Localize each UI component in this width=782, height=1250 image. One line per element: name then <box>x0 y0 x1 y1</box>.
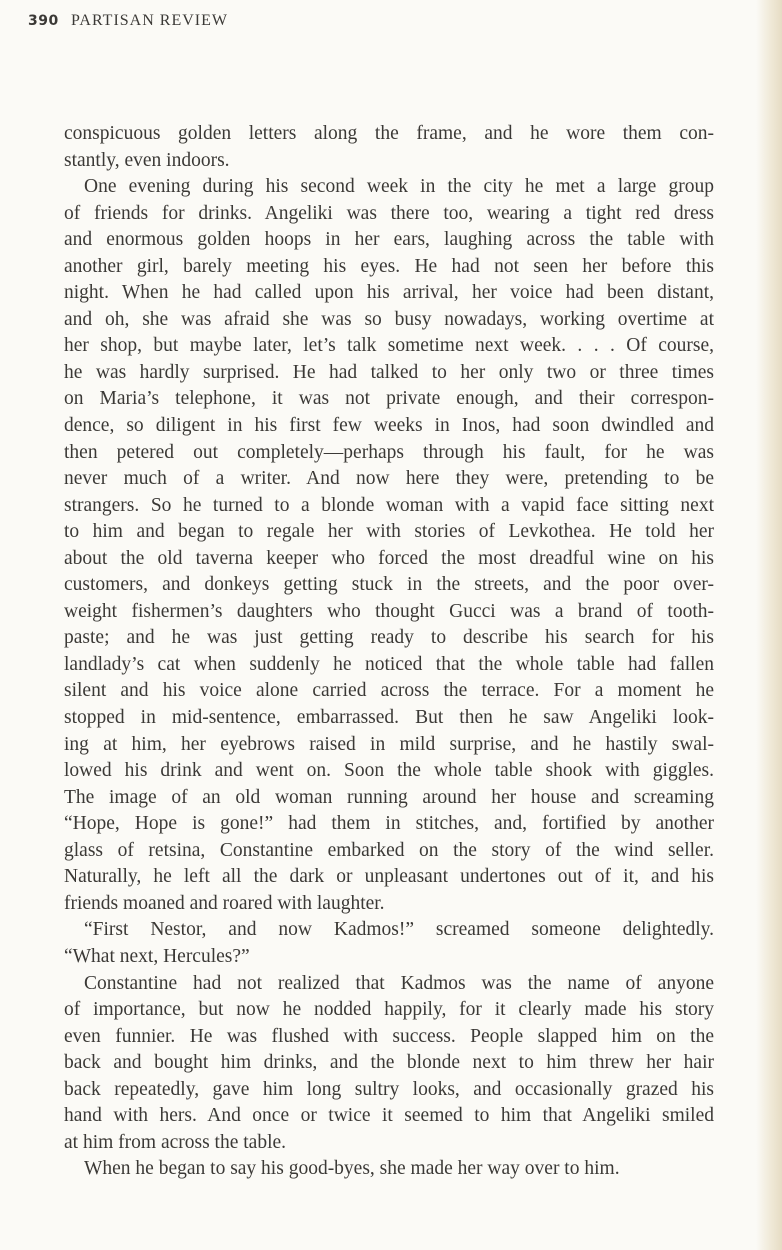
text-line: then petered out completely—perhaps through his fault, for he was <box>64 441 714 463</box>
text-line: One evening during his second week in the city he met a large group <box>84 176 714 198</box>
text-line: Constantine had not realized that Kadmos was the name of anyone <box>84 972 714 994</box>
text-line: When he began to say his good-byes, she made her way over to him. <box>84 1158 620 1180</box>
text-line: landlady’s cat when suddenly he noticed that the whole table had fallen <box>64 653 714 675</box>
text-line: at him from across the table. <box>64 1131 287 1153</box>
text-line: of friends for drinks. Angeliki was there too, wearing a tight red dress <box>64 202 714 224</box>
text-line: back and bought him drinks, and the blonde next to him threw her hair <box>64 1052 714 1074</box>
text-line: The image of an old woman running around her house and screaming <box>64 786 714 808</box>
text-line: stantly, even indoors. <box>64 149 230 171</box>
text-line: paste; and he was just getting ready to describe his search for his <box>64 627 714 649</box>
paragraph <box>64 971 714 1157</box>
paragraph <box>64 917 714 970</box>
text-line: and enormous golden hoops in her ears, laughing across the table with <box>64 229 714 251</box>
paragraph <box>64 1156 714 1183</box>
text-line: friends moaned and roared with laughter. <box>64 892 385 914</box>
text-line: and oh, she was afraid she was so busy nowadays, working overtime at <box>64 308 714 330</box>
text-line: her shop, but maybe later, let’s talk sometime next week. . . . Of course, <box>64 335 714 357</box>
text-line: back repeatedly, gave him long sultry looks, and occasionally grazed his <box>64 1078 714 1100</box>
text-line: strangers. So he turned to a blonde woman with a vapid face sitting next <box>64 494 714 516</box>
text-line: hand with hers. And once or twice it seemed to him that Angeliki smiled <box>64 1105 714 1127</box>
text-line: weight fishermen’s daughters who thought Gucci was a brand of tooth- <box>64 600 714 622</box>
text-line: ing at him, her eyebrows raised in mild surprise, and he hastily swal- <box>64 733 714 755</box>
text-line: of importance, but now he nodded happily, for it clearly made his story <box>64 999 714 1021</box>
page-edge-shadow <box>756 0 782 1250</box>
text-line: conspicuous golden letters along the frame, and he wore them con- <box>64 123 714 144</box>
text-line: about the old taverna keeper who forced the most dreadful wine on his <box>64 547 714 569</box>
text-line: Naturally, he left all the dark or unpleasant undertones out of it, and his <box>64 866 714 888</box>
text-line: another girl, barely meeting his eyes. He had not seen her before this <box>64 255 714 277</box>
paragraph <box>64 121 714 174</box>
text-line: never much of a writer. And now here they were, pretending to be <box>64 468 714 490</box>
paragraph <box>64 174 714 917</box>
text-line: glass of retsina, Constantine embarked on the story of the wind seller. <box>64 839 714 861</box>
text-line: dence, so diligent in his first few weeks in Inos, had soon dwindled and <box>64 415 714 437</box>
text-line: “What next, Hercules?” <box>64 945 250 967</box>
running-header <box>28 12 228 30</box>
text-line: “First Nestor, and now Kadmos!” screamed someone delightedly. <box>84 919 714 941</box>
journal-title: PARTISAN REVIEW <box>70 12 228 29</box>
text-line: stopped in mid-sentence, embarrassed. But then he saw Angeliki look- <box>64 707 714 729</box>
text-line: night. When he had called upon his arrival, her voice had been distant, <box>64 282 714 304</box>
text-line: silent and his voice alone carried across the terrace. For a moment he <box>64 680 714 702</box>
text-line: even funnier. He was flushed with success. People slapped him on the <box>64 1025 714 1047</box>
text-line: “Hope, Hope is gone!” had them in stitches, and, fortified by another <box>64 813 714 835</box>
text-line: to him and began to regale her with stories of Levkothea. He told her <box>64 521 714 543</box>
text-line: customers, and donkeys getting stuck in the streets, and the poor over- <box>64 574 714 596</box>
text-line: he was hardly surprised. He had talked to her only two or three times <box>64 361 714 383</box>
text-line: on Maria’s telephone, it was not private enough, and their correspon- <box>64 388 714 410</box>
page-number: 390 <box>28 13 59 29</box>
text-line: lowed his drink and went on. Soon the whole table shook with giggles. <box>64 760 714 782</box>
body-text <box>64 121 714 1183</box>
